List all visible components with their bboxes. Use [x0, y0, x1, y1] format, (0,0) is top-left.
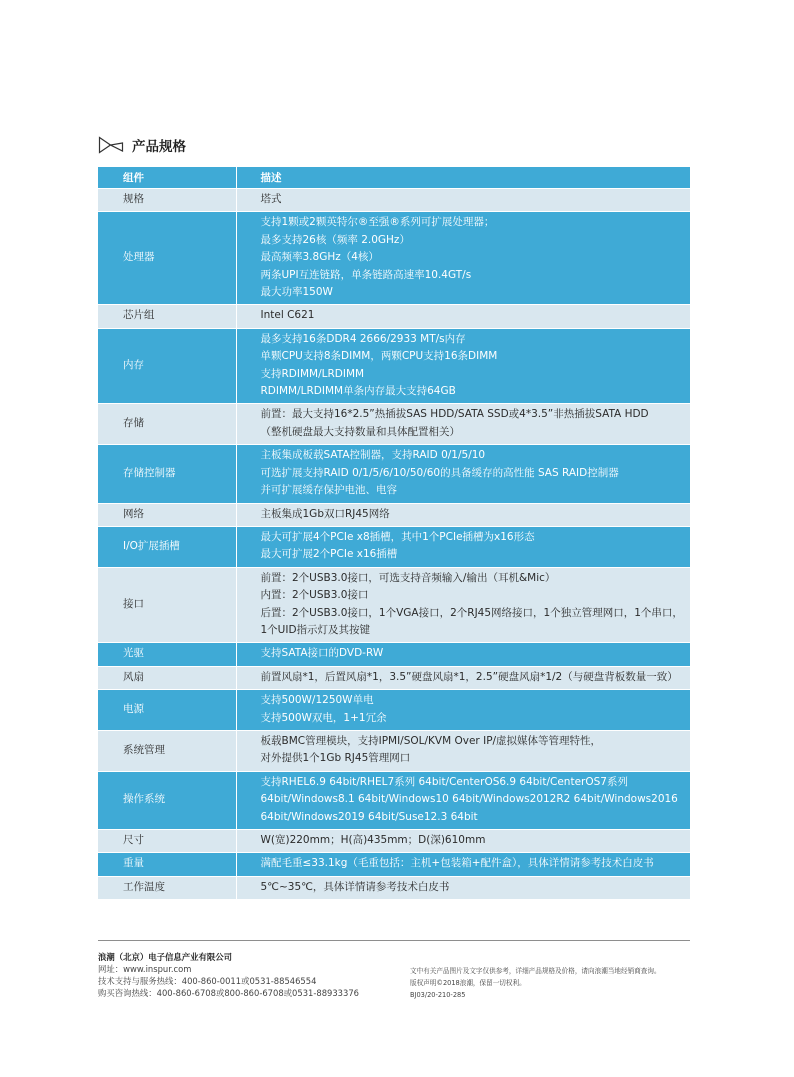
table-row: [98, 567, 690, 643]
spec-name-cell: I/O扩展插槽: [98, 526, 236, 567]
spec-name-cell: 系统管理: [98, 730, 236, 771]
spec-name-cell: 规格: [98, 189, 236, 212]
description-line: 满配毛重≤33.1kg（毛重包括：主机+包装箱+配件盒），具体详情请参考技术白皮书: [260, 857, 654, 870]
spec-description-cell: [236, 567, 690, 643]
table-row: [98, 404, 690, 445]
bowtie-icon: [98, 136, 124, 154]
description-line: 1个UID指示灯及其按键: [260, 623, 371, 636]
table-row: [98, 830, 690, 853]
spec-description-cell: [236, 771, 690, 829]
description-line: 最大可扩展4个PCIe x8插槽，其中1个PCIe插槽为x16形态: [260, 530, 535, 543]
table-row: [98, 771, 690, 829]
table-row: [98, 445, 690, 503]
spec-description-cell: [236, 445, 690, 503]
disclaimer-text: 文中有关产品图片及文字仅供参考，详细产品规格及价格，请向浪潮当地经销商查询。: [410, 967, 661, 975]
description-line: 并可扩展缓存保护电池、电容: [260, 484, 397, 497]
description-line: 支持500W/1250W单电: [260, 694, 374, 707]
table-row: [98, 328, 690, 404]
spec-name-cell: 风扇: [98, 666, 236, 689]
description-line: 支持RHEL6.9 64bit/RHEL7系列 64bit/CenterOS6.9 64bit/CenterOS7系列: [260, 775, 628, 788]
spec-name-cell: 存储: [98, 404, 236, 445]
description-line: Intel C621: [260, 309, 315, 322]
spec-description-cell: [236, 503, 690, 526]
spec-name-cell: 重量: [98, 853, 236, 876]
description-line: 5℃~35℃，具体详情请参考技术白皮书: [260, 880, 450, 893]
description-line: 板载BMC管理模块，支持IPMI/SOL/KVM Over IP/虚拟媒体等管理特性，: [260, 734, 602, 747]
spec-name-cell: 网络: [98, 503, 236, 526]
table-row: [98, 730, 690, 771]
spec-description-cell: [236, 730, 690, 771]
spec-name-cell: 存储控制器: [98, 445, 236, 503]
column-header-description: 描述: [236, 167, 690, 189]
description-line: 64bit/Windows8.1 64bit/Windows10 64bit/Windows2012R2 64bit/Windows2016: [260, 793, 678, 806]
table-row: [98, 503, 690, 526]
spec-name-cell: 接口: [98, 567, 236, 643]
sales-hotline: 购买咨询热线：400-860-6708或800-860-6708或0531-88933376: [98, 988, 359, 998]
spec-table: [98, 167, 690, 900]
description-line: 后置：2个USB3.0接口，1个VGA接口，2个RJ45网络接口，1个独立管理网口，1个串口，: [260, 606, 683, 619]
copyright-text: 版权声明©2018浪潮，保留一切权利。: [410, 979, 526, 987]
spec-description-cell: [236, 526, 690, 567]
description-line: 支持RDIMM/LRDIMM: [260, 367, 365, 380]
spec-name-cell: 电源: [98, 690, 236, 731]
table-row: [98, 876, 690, 899]
section-header: [98, 133, 186, 157]
spec-description-cell: [236, 690, 690, 731]
description-line: W(宽)220mm；H(高)435mm；D(深)610mm: [260, 834, 486, 846]
table-row: [98, 212, 690, 305]
description-line: 内置：2个USB3.0接口: [260, 589, 369, 602]
description-line: 主板集成板载SATA控制器，支持RAID 0/1/5/10: [260, 449, 486, 462]
support-hotline: 技术支持与服务热线：400-860-0011或0531-88546554: [98, 976, 317, 986]
spec-description-cell: [236, 830, 690, 853]
description-line: （整机硬盘最大支持数量和具体配置相关）: [260, 425, 460, 438]
description-line: 支持1颗或2颗英特尔®至强®系列可扩展处理器；: [260, 216, 495, 229]
description-line: 单颗CPU支持8条DIMM，两颗CPU支持16条DIMM: [260, 350, 498, 363]
footer-legal: [410, 965, 661, 1001]
section-title: 产品规格: [132, 139, 186, 155]
spec-description-cell: [236, 212, 690, 305]
description-line: RDIMM/LRDIMM单条内存最大支持64GB: [260, 385, 456, 398]
spec-description-cell: [236, 189, 690, 212]
description-line: 前置风扇*1，后置风扇*1，3.5”硬盘风扇*1，2.5”硬盘风扇*1/2（与硬盘背板数量一致）: [260, 670, 678, 683]
description-line: 主板集成1Gb双口RJ45网络: [260, 507, 390, 520]
spec-name-cell: 工作温度: [98, 876, 236, 899]
spec-name-cell: 芯片组: [98, 305, 236, 328]
table-row: [98, 189, 690, 212]
company-name: 浪潮（北京）电子信息产业有限公司: [98, 952, 232, 962]
description-line: 可选扩展支持RAID 0/1/5/6/10/50/60的具备缓存的高性能 SAS RAID控制器: [260, 466, 619, 479]
spec-name-cell: 操作系统: [98, 771, 236, 829]
description-line: 最大可扩展2个PCIe x16插槽: [260, 548, 398, 561]
table-row: [98, 305, 690, 328]
spec-name-cell: 光驱: [98, 643, 236, 666]
spec-description-cell: [236, 404, 690, 445]
table-header-row: [98, 167, 690, 189]
website-text: 网址：www.inspur.com: [98, 964, 192, 974]
spec-description-cell: [236, 666, 690, 689]
table-row: [98, 690, 690, 731]
table-row: [98, 853, 690, 876]
table-row: [98, 643, 690, 666]
spec-description-cell: [236, 853, 690, 876]
spec-description-cell: [236, 643, 690, 666]
description-line: 最多支持26核（频率 2.0GHz）: [260, 233, 410, 246]
spec-description-cell: [236, 305, 690, 328]
document-code: BJ03/20-210-285: [410, 991, 466, 999]
description-line: 支持SATA接口的DVD-RW: [260, 647, 384, 660]
spec-name-cell: 处理器: [98, 212, 236, 305]
footer-divider: [98, 940, 690, 941]
description-line: 最高频率3.8GHz（4核）: [260, 251, 379, 264]
description-line: 塔式: [260, 193, 282, 205]
column-header-component: 组件: [98, 167, 236, 189]
table-row: [98, 666, 690, 689]
table-row: [98, 526, 690, 567]
spec-description-cell: [236, 328, 690, 404]
spec-description-cell: [236, 876, 690, 899]
description-line: 最大功率150W: [260, 286, 333, 299]
description-line: 64bit/Windows2019 64bit/Suse12.3 64bit: [260, 810, 478, 823]
description-line: 支持500W双电，1+1冗余: [260, 711, 387, 724]
description-line: 前置：2个USB3.0接口，可选支持音频输入/输出（耳机&Mic）: [260, 571, 556, 584]
description-line: 两条UPI互连链路，单条链路高速率10.4GT/s: [260, 268, 472, 281]
footer-contact: [98, 951, 359, 999]
spec-name-cell: 内存: [98, 328, 236, 404]
description-line: 最多支持16条DDR4 2666/2933 MT/s内存: [260, 332, 466, 345]
description-line: 前置：最大支持16*2.5”热插拔SAS HDD/SATA SSD或4*3.5”非热插拔SATA HDD: [260, 408, 649, 421]
spec-name-cell: 尺寸: [98, 830, 236, 853]
description-line: 对外提供1个1Gb RJ45管理网口: [260, 752, 411, 765]
